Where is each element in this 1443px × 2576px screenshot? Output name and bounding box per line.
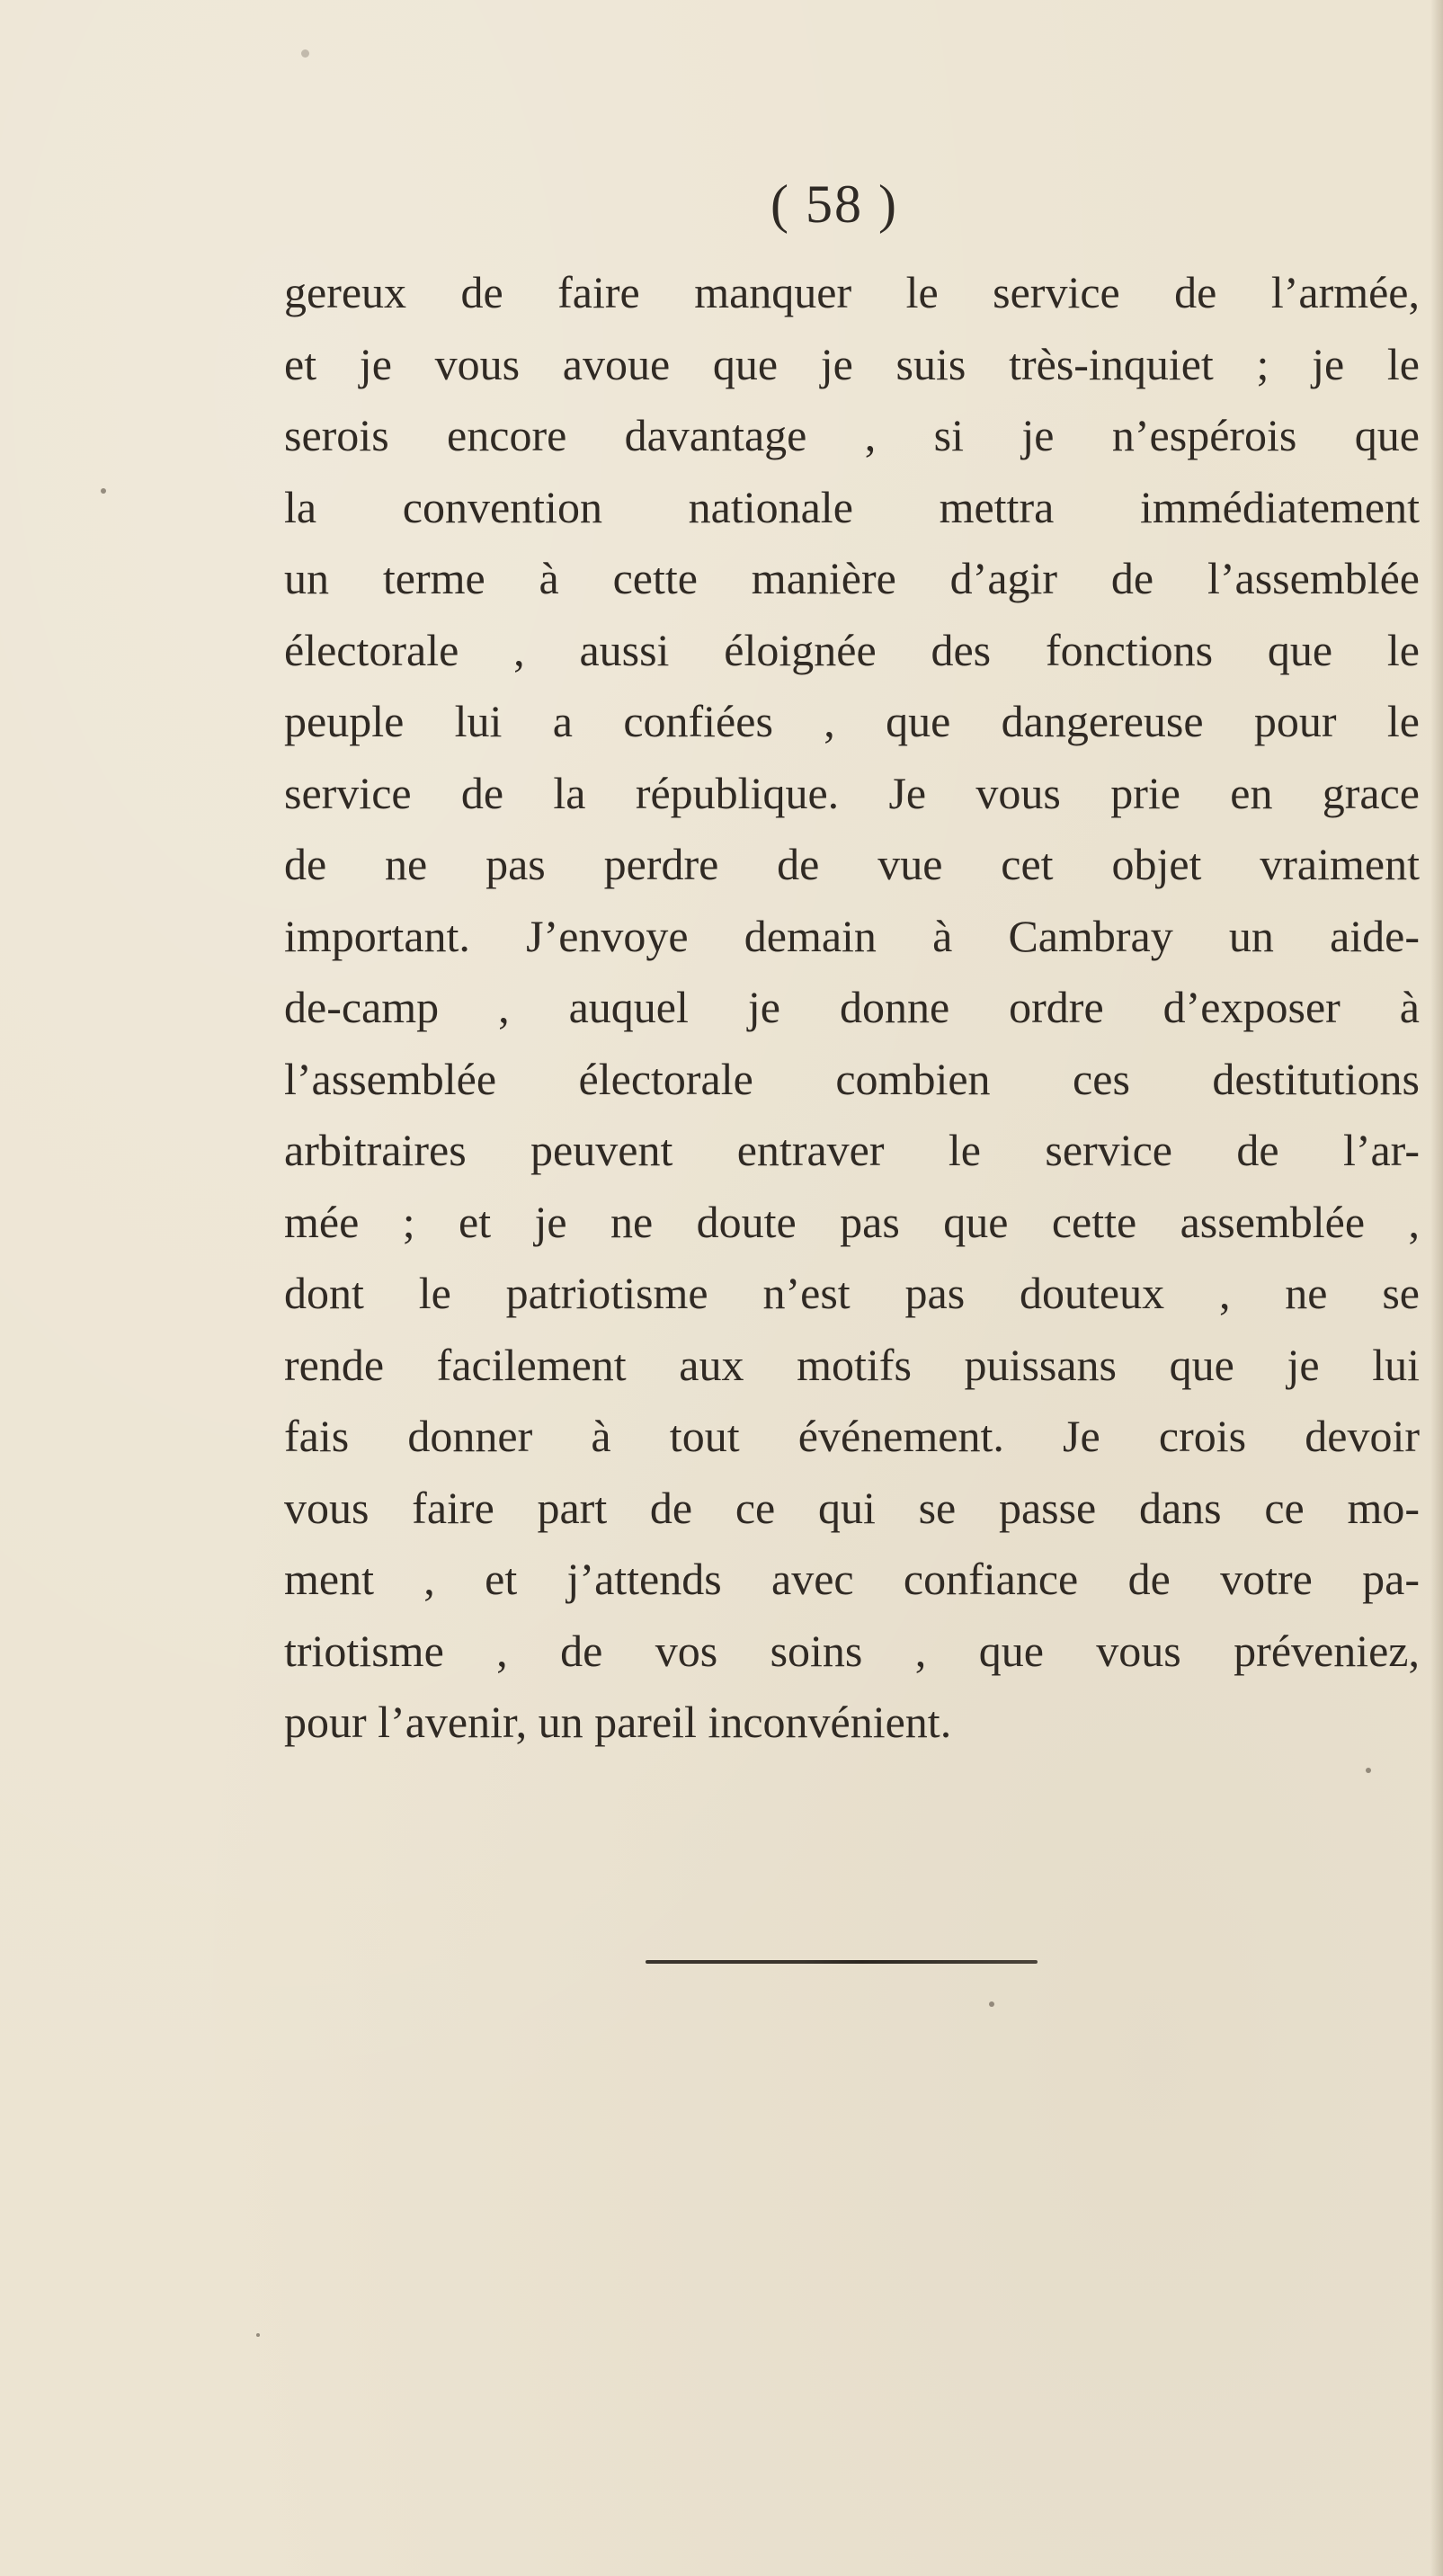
paper-speck: [256, 2333, 260, 2337]
text-line: pour l’avenir, un pareil inconvénient.: [284, 1697, 952, 1747]
text-line: serois encore davantage , si je n’espérois que: [284, 410, 1420, 460]
text-line: l’assemblée électorale combien ces destitutions: [284, 1053, 1420, 1104]
text-line: peuple lui a confiées , que dangereuse pour le: [284, 696, 1420, 746]
text-line: ment , et j’attends avec confiance de votre pa-: [284, 1554, 1420, 1604]
paper-speck: [101, 488, 106, 494]
text-line: gereux de faire manquer le service de l’armée,: [284, 267, 1420, 317]
page-edge-shadow: [1430, 0, 1443, 2576]
text-line: et je vous avoue que je suis très-inquiet ; je le: [284, 338, 1420, 389]
text-line: électorale , aussi éloignée des fonctions que le: [284, 624, 1420, 675]
text-line: de-camp , auquel je donne ordre d’exposer à: [284, 982, 1420, 1032]
text-line: vous faire part de ce qui se passe dans ce mo-: [284, 1482, 1420, 1533]
text-line: la convention nationale mettra immédiatement: [284, 481, 1420, 532]
text-line: service de la république. Je vous prie en grace: [284, 767, 1420, 818]
text-line: triotisme , de vos soins , que vous préveniez,: [284, 1625, 1420, 1676]
text-line: mée ; et je ne doute pas que cette assemblée ,: [284, 1196, 1420, 1247]
paper-speck: [1366, 1768, 1371, 1773]
body-text: [284, 257, 1420, 1759]
text-line: arbitraires peuvent entraver le service de l’ar-: [284, 1125, 1420, 1175]
paper-speck: [989, 2001, 994, 2007]
text-line: important. J’envoye demain à Cambray un aide-: [284, 910, 1420, 961]
text-line: fais donner à tout événement. Je crois devoir: [284, 1411, 1420, 1461]
text-line: dont le patriotisme n’est pas douteux , ne se: [284, 1268, 1420, 1318]
section-divider-rule: [646, 1960, 1038, 1964]
text-line: un terme à cette manière d’agir de l’assemblée: [284, 553, 1420, 603]
text-line: de ne pas perdre de vue cet objet vraiment: [284, 839, 1420, 889]
text-line: rende facilement aux motifs puissans que je lui: [284, 1339, 1420, 1390]
paper-speck: [301, 49, 309, 58]
page-number: ( 58 ): [770, 174, 898, 234]
